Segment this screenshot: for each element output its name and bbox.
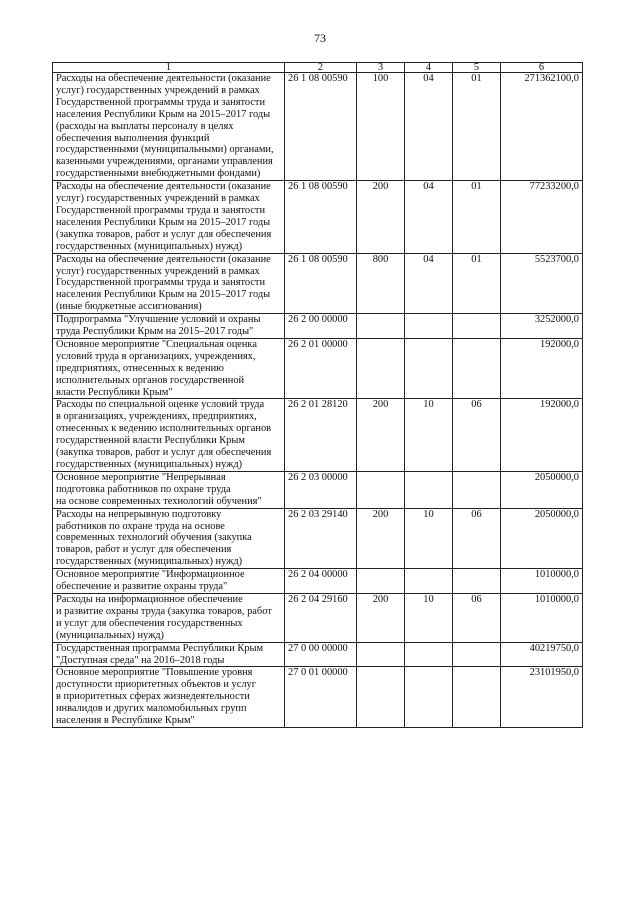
- table-row: [53, 667, 583, 728]
- expense-type: 800: [357, 253, 405, 314]
- description-line: Основное мероприятие "Повышение уровня: [56, 667, 253, 679]
- amount: 1010000,0: [501, 569, 583, 594]
- description-line: Расходы по специальной оценке условий труда: [56, 399, 265, 411]
- section-code: 10: [405, 399, 453, 471]
- description-line: Расходы на обеспечение деятельности (оказание: [56, 73, 271, 84]
- description-line: Подпрограмма "Улучшение условий и охраны: [56, 314, 261, 326]
- target-code: 26 2 00 00000: [285, 314, 357, 339]
- section-code: 04: [405, 73, 453, 181]
- description-line: обеспечение и развитие охраны труда": [56, 581, 228, 593]
- target-code: 26 2 03 29140: [285, 508, 357, 569]
- subsection-code: [453, 667, 501, 728]
- description-line: предприятиях, отнесенных к ведению: [56, 362, 224, 374]
- subsection-code: 06: [453, 593, 501, 642]
- column-header: 1: [53, 63, 285, 73]
- table-row: [53, 569, 583, 594]
- description-line: на основе современных технологий обучения": [56, 495, 262, 507]
- description-line: услуг) государственных учреждений в рамках: [56, 193, 260, 205]
- column-header: 5: [453, 63, 501, 73]
- description-line: государственными (муниципальными) органами,: [56, 144, 274, 156]
- row-description: [53, 314, 285, 339]
- column-header: 4: [405, 63, 453, 73]
- amount: 40219750,0: [501, 642, 583, 667]
- description-line: государственными внебюджетными фондами): [56, 168, 261, 180]
- amount: 3252000,0: [501, 314, 583, 339]
- amount: 2050000,0: [501, 471, 583, 508]
- row-description: [53, 338, 285, 399]
- description-line: (закупка товаров, работ и услуг для обеспечения: [56, 228, 272, 240]
- expense-type: 200: [357, 181, 405, 253]
- subsection-code: 06: [453, 508, 501, 569]
- description-line: инвалидов и других маломобильных групп: [56, 703, 247, 715]
- amount: 271362100,0: [501, 73, 583, 181]
- description-line: Основное мероприятие "Специальная оценка: [56, 338, 257, 350]
- subsection-code: [453, 569, 501, 594]
- description-line: (расходы на выплаты персоналу в целях: [56, 120, 234, 132]
- subsection-code: 06: [453, 399, 501, 471]
- subsection-code: [453, 471, 501, 508]
- description-line: Расходы на обеспечение деятельности (оказание: [56, 253, 271, 265]
- row-description: [53, 471, 285, 508]
- amount: 2050000,0: [501, 508, 583, 569]
- row-description: [53, 508, 285, 569]
- row-description: [53, 399, 285, 471]
- subsection-code: [453, 338, 501, 399]
- description-line: населения Республики Крым на 2015–2017 годы: [56, 108, 271, 120]
- description-line: труда Республики Крым на 2015–2017 годы": [56, 326, 254, 338]
- expense-type: [357, 338, 405, 399]
- subsection-code: 01: [453, 253, 501, 314]
- section-code: [405, 338, 453, 399]
- subsection-code: 01: [453, 73, 501, 181]
- table-row: [53, 593, 583, 642]
- expense-type: 200: [357, 593, 405, 642]
- column-header: 2: [285, 63, 357, 73]
- expense-type: [357, 471, 405, 508]
- row-description: [53, 593, 285, 642]
- description-line: Государственной программы труда и занятости: [56, 204, 266, 216]
- description-line: и развитие охраны труда (закупка товаров, работ: [56, 605, 272, 617]
- target-code: 27 0 00 00000: [285, 642, 357, 667]
- table-row: [53, 642, 583, 667]
- section-code: 04: [405, 253, 453, 314]
- target-code: 26 2 04 29160: [285, 593, 357, 642]
- row-description: [53, 253, 285, 314]
- description-line: (иные бюджетные ассигнования): [56, 301, 202, 313]
- expense-type: 100: [357, 73, 405, 181]
- description-line: Расходы на обеспечение деятельности (оказание: [56, 181, 271, 193]
- amount: 23101950,0: [501, 667, 583, 728]
- subsection-code: 01: [453, 181, 501, 253]
- row-description: [53, 642, 285, 667]
- expense-type: 200: [357, 399, 405, 471]
- description-line: работников по охране труда на основе: [56, 520, 225, 532]
- target-code: 26 2 03 00000: [285, 471, 357, 508]
- target-code: 26 2 01 00000: [285, 338, 357, 399]
- amount: 1010000,0: [501, 593, 583, 642]
- target-code: 26 1 08 00590: [285, 181, 357, 253]
- description-line: казенными учреждениями, органами управления: [56, 156, 273, 168]
- description-line: услуг) государственных учреждений в рамках: [56, 265, 260, 277]
- description-line: отнесенных к ведению исполнительных органов: [56, 423, 272, 435]
- subsection-code: [453, 314, 501, 339]
- table-row: [53, 471, 583, 508]
- table-row: [53, 253, 583, 314]
- row-description: [53, 181, 285, 253]
- description-line: Государственной программы труда и занятости: [56, 96, 266, 108]
- budget-table: [52, 62, 583, 728]
- amount: 5523700,0: [501, 253, 583, 314]
- description-line: услуг) государственных учреждений в рамках: [56, 84, 260, 96]
- amount: 192000,0: [501, 338, 583, 399]
- column-header: 6: [501, 63, 583, 73]
- description-line: (закупка товаров, работ и услуг для обеспечения: [56, 447, 272, 459]
- description-line: (муниципальных) нужд): [56, 629, 165, 641]
- section-code: [405, 642, 453, 667]
- expense-type: 200: [357, 508, 405, 569]
- table-row: [53, 181, 583, 253]
- description-line: государственных (муниципальных) нужд): [56, 240, 243, 252]
- expense-type: [357, 642, 405, 667]
- section-code: [405, 667, 453, 728]
- description-line: исполнительных органов государственной: [56, 374, 245, 386]
- description-line: Государственная программа Республики Крым: [56, 642, 264, 654]
- description-line: власти Республики Крым": [56, 386, 173, 398]
- row-description: [53, 73, 285, 181]
- description-line: товаров, работ и услуг для обеспечения: [56, 544, 232, 556]
- table-row: [53, 508, 583, 569]
- target-code: 26 2 04 00000: [285, 569, 357, 594]
- description-line: населения Республики Крым на 2015–2017 годы: [56, 216, 271, 228]
- page-number: 73: [314, 31, 326, 45]
- description-line: условий труда в организациях, учреждениях,: [56, 350, 256, 362]
- table-body: [53, 73, 583, 728]
- column-header: 3: [357, 63, 405, 73]
- description-line: в приоритетных сферах жизнедеятельности: [56, 691, 250, 703]
- description-line: населения в Республике Крым": [56, 715, 195, 727]
- description-line: и услуг для обеспечения государственных: [56, 617, 243, 629]
- section-code: 10: [405, 593, 453, 642]
- row-description: [53, 569, 285, 594]
- description-line: обеспечения выполнения функций: [56, 132, 210, 144]
- section-code: 10: [405, 508, 453, 569]
- description-line: государственных (муниципальных) нужд): [56, 556, 243, 568]
- table-row: [53, 399, 583, 471]
- description-line: Государственной программы труда и занятости: [56, 277, 266, 289]
- description-line: подготовка работников по охране труда: [56, 483, 231, 495]
- description-line: "Доступная среда" на 2016–2018 годы: [56, 654, 225, 666]
- expense-type: [357, 569, 405, 594]
- subsection-code: [453, 642, 501, 667]
- description-line: Основное мероприятие "Информационное: [56, 569, 245, 581]
- description-line: Расходы на информационное обеспечение: [56, 593, 243, 605]
- description-line: в организациях, учреждениях, предприятиях,: [56, 411, 257, 423]
- target-code: 26 2 01 28120: [285, 399, 357, 471]
- description-line: государственных (муниципальных) нужд): [56, 459, 243, 470]
- description-line: Расходы на непрерывную подготовку: [56, 508, 222, 520]
- target-code: 26 1 08 00590: [285, 73, 357, 181]
- amount: 192000,0: [501, 399, 583, 471]
- amount: 77233200,0: [501, 181, 583, 253]
- description-line: государственной власти Республики Крым: [56, 435, 245, 447]
- header-row: [53, 63, 583, 73]
- table-row: [53, 338, 583, 399]
- description-line: населения Республики Крым на 2015–2017 годы: [56, 289, 271, 301]
- target-code: 26 1 08 00590: [285, 253, 357, 314]
- section-code: [405, 471, 453, 508]
- section-code: 04: [405, 181, 453, 253]
- expense-type: [357, 314, 405, 339]
- expense-type: [357, 667, 405, 728]
- target-code: 27 0 01 00000: [285, 667, 357, 728]
- row-description: [53, 667, 285, 728]
- table-row: [53, 73, 583, 181]
- section-code: [405, 314, 453, 339]
- description-line: доступности приоритетных объектов и услуг: [56, 679, 256, 691]
- description-line: Основное мероприятие "Непрерывная: [56, 471, 226, 483]
- section-code: [405, 569, 453, 594]
- description-line: современных технологий обучения (закупка: [56, 532, 252, 544]
- table-row: [53, 314, 583, 339]
